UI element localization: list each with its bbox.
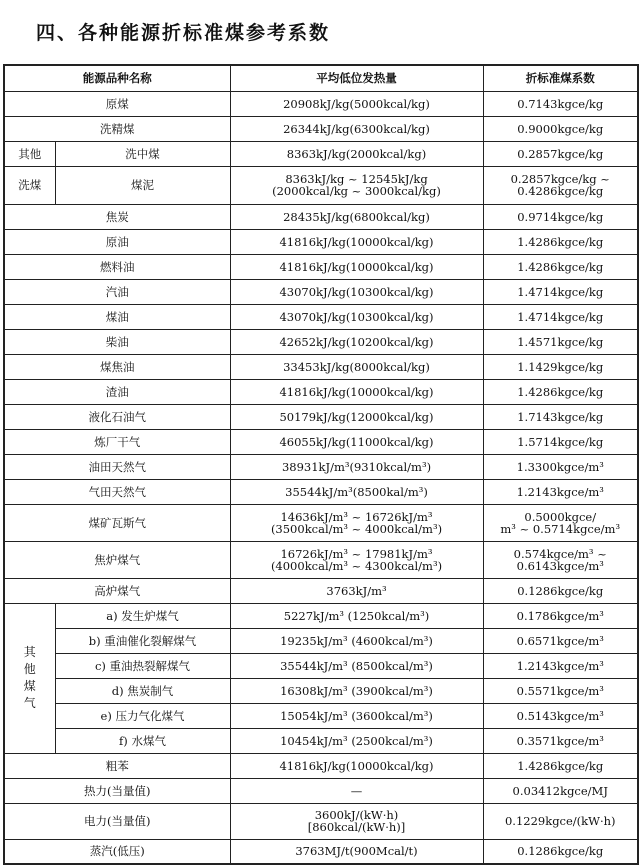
heat-value [230, 541, 483, 578]
header-heat: 平均低位发热量 [230, 65, 483, 91]
table-row [4, 116, 638, 141]
heat-value: 20908kJ/kg(5000kcal/kg) [230, 91, 483, 116]
group-label-other-gas-text [7, 644, 53, 712]
table-row [4, 803, 638, 839]
energy-name: b) 重油催化裂解煤气 [55, 628, 230, 653]
heat-value: 46055kJ/kg(11000kcal/kg) [230, 429, 483, 454]
heat-value-line-1: 16726kJ/m³ ~ 17981kJ/m³ [280, 546, 433, 561]
energy-name: 煤焦油 [4, 354, 230, 379]
table-row [4, 703, 638, 728]
heat-value: 43070kJ/kg(10300kcal/kg) [230, 304, 483, 329]
energy-name: 燃料油 [4, 254, 230, 279]
table-row [4, 728, 638, 753]
coef-value: 0.5143kgce/m³ [483, 703, 638, 728]
table-row [4, 578, 638, 603]
table-row [4, 778, 638, 803]
heat-value-line-1: 14636kJ/m³ ~ 16726kJ/m³ [280, 509, 433, 524]
energy-name: 高炉煤气 [4, 578, 230, 603]
table-row [4, 541, 638, 578]
coef-value: 0.1229kgce/(kW·h) [483, 803, 638, 839]
coef-value: 0.1286kgce/kg [483, 839, 638, 864]
heat-value: 41816kJ/kg(10000kcal/kg) [230, 254, 483, 279]
coef-value [483, 166, 638, 204]
group-label-other-gas-chars: 其他煤气 [23, 645, 36, 710]
heat-value-line-2: (2000kcal/kg ~ 3000kcal/kg) [272, 184, 441, 198]
energy-name: 电力(当量值) [4, 803, 230, 839]
energy-name: 粗苯 [4, 753, 230, 778]
heat-value: 38931kJ/m³(9310kcal/m³) [230, 454, 483, 479]
energy-name: 焦炉煤气 [4, 541, 230, 578]
coef-value [483, 541, 638, 578]
energy-name: 煤油 [4, 304, 230, 329]
heat-value-line-1: 3600kJ/(kW·h) [314, 808, 399, 822]
coef-value-line-1: 0.5000kgce/ [524, 509, 597, 524]
heat-value: 19235kJ/m³ (4600kcal/m³) [230, 628, 483, 653]
energy-name: 汽油 [4, 279, 230, 304]
coef-value-line-2: 0.4286kgce/kg [517, 184, 604, 198]
energy-name: 气田天然气 [4, 479, 230, 504]
energy-name: 煤泥 [55, 166, 230, 204]
heat-value: 50179kJ/kg(12000kcal/kg) [230, 404, 483, 429]
energy-name: f) 水煤气 [55, 728, 230, 753]
heat-value: 42652kJ/kg(10200kcal/kg) [230, 329, 483, 354]
table-row [4, 839, 638, 864]
energy-name: 煤矿瓦斯气 [4, 504, 230, 541]
table-row [4, 628, 638, 653]
table-row [4, 254, 638, 279]
energy-name: c) 重油热裂解煤气 [55, 653, 230, 678]
energy-name: 洗中煤 [55, 141, 230, 166]
heat-value [230, 803, 483, 839]
table-row [4, 91, 638, 116]
heat-value: 3763kJ/m³ [230, 578, 483, 603]
coef-value: 0.03412kgce/MJ [483, 778, 638, 803]
heat-value-line-2: (3500kcal/m³ ~ 4000kcal/m³) [270, 521, 443, 536]
heat-value-line-1: 8363kJ/kg ~ 12545kJ/kg [285, 172, 428, 186]
heat-value-line-2: [860kcal/(kW·h)] [307, 820, 406, 834]
coef-value: 1.4571kgce/kg [483, 329, 638, 354]
group-label-other-gas [4, 603, 55, 753]
table-row [4, 204, 638, 229]
heat-value: 41816kJ/kg(10000kcal/kg) [230, 229, 483, 254]
coef-value: 1.4714kgce/kg [483, 279, 638, 304]
table-row [4, 678, 638, 703]
conversion-table [3, 64, 639, 865]
heat-value: 5227kJ/m³ (1250kcal/m³) [230, 603, 483, 628]
energy-name: d) 焦炭制气 [55, 678, 230, 703]
coef-value-line-1: 0.2857kgce/kg ~ [510, 172, 610, 186]
heat-value: 28435kJ/kg(6800kcal/kg) [230, 204, 483, 229]
coef-value-line-1: 0.574kgce/m³ ~ [513, 546, 607, 561]
coef-value: 0.9000kgce/kg [483, 116, 638, 141]
coef-value: 0.6571kgce/m³ [483, 628, 638, 653]
coef-value: 1.1429kgce/kg [483, 354, 638, 379]
coef-value: 0.9714kgce/kg [483, 204, 638, 229]
heat-value [230, 166, 483, 204]
table-row [4, 504, 638, 541]
table-row [4, 603, 638, 628]
table-row [4, 429, 638, 454]
energy-name: 原煤 [4, 91, 230, 116]
table-row [4, 454, 638, 479]
energy-name: e) 压力气化煤气 [55, 703, 230, 728]
energy-name: 洗精煤 [4, 116, 230, 141]
coef-value [483, 504, 638, 541]
energy-name: 液化石油气 [4, 404, 230, 429]
table-row [4, 653, 638, 678]
coef-value: 0.5571kgce/m³ [483, 678, 638, 703]
table-header-row [4, 65, 638, 91]
coef-value: 1.4286kgce/kg [483, 254, 638, 279]
coef-value: 0.7143kgce/kg [483, 91, 638, 116]
table-row [4, 304, 638, 329]
heat-value: 43070kJ/kg(10300kcal/kg) [230, 279, 483, 304]
coef-value: 1.3300kgce/m³ [483, 454, 638, 479]
heat-value: 3763MJ/t(900Mcal/t) [230, 839, 483, 864]
heat-value: 26344kJ/kg(6300kcal/kg) [230, 116, 483, 141]
table-row [4, 329, 638, 354]
coef-value: 0.2857kgce/kg [483, 141, 638, 166]
heat-value: 41816kJ/kg(10000kcal/kg) [230, 379, 483, 404]
energy-name: 原油 [4, 229, 230, 254]
heat-value: 15054kJ/m³ (3600kcal/m³) [230, 703, 483, 728]
table-row [4, 404, 638, 429]
header-coef: 折标准煤系数 [483, 65, 638, 91]
heat-value [230, 504, 483, 541]
energy-name: a) 发生炉煤气 [55, 603, 230, 628]
table-row [4, 354, 638, 379]
heat-value: 16308kJ/m³ (3900kcal/m³) [230, 678, 483, 703]
coef-value: 1.2143kgce/m³ [483, 653, 638, 678]
coef-value: 0.3571kgce/m³ [483, 728, 638, 753]
coef-value-line-2: 0.6143kgce/m³ [516, 558, 604, 573]
heat-value: 33453kJ/kg(8000kcal/kg) [230, 354, 483, 379]
energy-name: 蒸汽(低压) [4, 839, 230, 864]
heat-value: 41816kJ/kg(10000kcal/kg) [230, 753, 483, 778]
energy-name: 炼厂干气 [4, 429, 230, 454]
energy-name: 焦炭 [4, 204, 230, 229]
coef-value: 1.4286kgce/kg [483, 753, 638, 778]
energy-name: 油田天然气 [4, 454, 230, 479]
coef-value: 1.4286kgce/kg [483, 229, 638, 254]
coef-value: 0.1286kgce/kg [483, 578, 638, 603]
energy-name: 热力(当量值) [4, 778, 230, 803]
page-title: 四、各种能源折标准煤参考系数 [36, 22, 331, 44]
heat-value-line-2: (4000kcal/m³ ~ 4300kcal/m³) [270, 558, 443, 573]
coef-value-line-2: m³ ~ 0.5714kgce/m³ [500, 521, 621, 536]
heat-value: 35544kJ/m³(8500kal/m³) [230, 479, 483, 504]
energy-name: 柴油 [4, 329, 230, 354]
table-row [4, 479, 638, 504]
table-row [4, 141, 638, 166]
coef-value: 0.1786kgce/m³ [483, 603, 638, 628]
group-label-other-wash-1: 其他 [4, 141, 55, 166]
heat-value: — [230, 778, 483, 803]
group-label-other-wash-2: 洗煤 [4, 166, 55, 204]
table-row [4, 279, 638, 304]
coef-value: 1.2143kgce/m³ [483, 479, 638, 504]
heat-value: 8363kJ/kg(2000kcal/kg) [230, 141, 483, 166]
heat-value: 10454kJ/m³ (2500kcal/m³) [230, 728, 483, 753]
coef-value: 1.5714kgce/kg [483, 429, 638, 454]
table-row [4, 229, 638, 254]
heat-value: 35544kJ/m³ (8500kcal/m³) [230, 653, 483, 678]
table-row [4, 166, 638, 204]
table-row [4, 753, 638, 778]
table-row [4, 379, 638, 404]
coef-value: 1.4714kgce/kg [483, 304, 638, 329]
energy-name: 渣油 [4, 379, 230, 404]
coef-value: 1.7143kgce/kg [483, 404, 638, 429]
header-name: 能源品种名称 [4, 65, 230, 91]
coef-value: 1.4286kgce/kg [483, 379, 638, 404]
